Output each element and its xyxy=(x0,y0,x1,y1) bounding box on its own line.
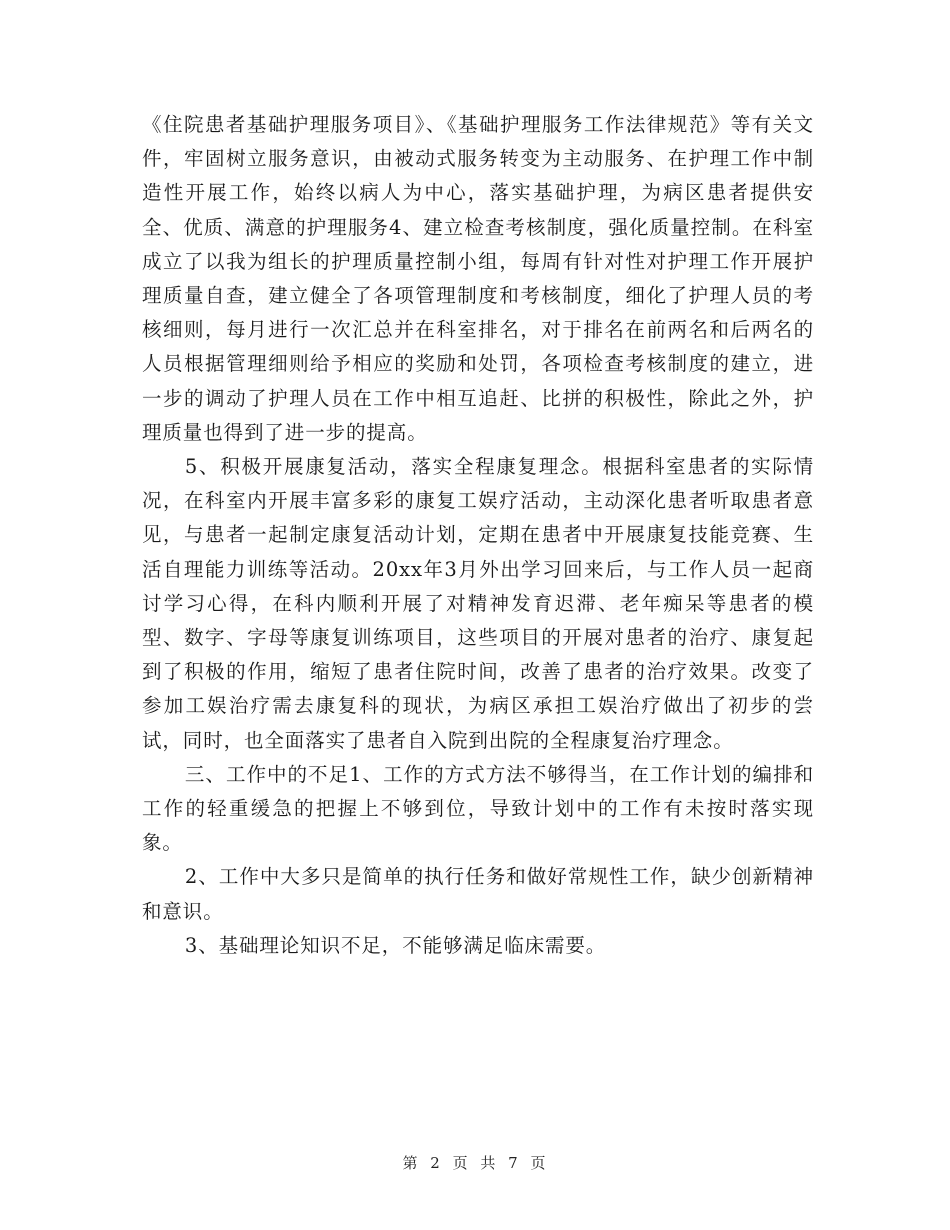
paragraph-5: 3、基础理论知识不足，不能够满足临床需要。 xyxy=(184,933,607,957)
paragraph-4: 2、工作中大多只是简单的执行任务和做好常规性工作，缺少创新精神和意识。 xyxy=(142,865,814,923)
paragraph-3: 三、工作中的不足1、工作的方式方法不够得当，在工作计划的编排和工作的轻重缓急的把握上不够到位，导致计划中的工作有未按时落实现象。 xyxy=(142,762,814,855)
paragraph-2: 5、积极开展康复活动，落实全程康复理念。根据科室患者的实际情况，在科室内开展丰富多彩的康复工娱疗活动，主动深化患者听取患者意见，与患者一起制定康复活动计划，定期在患者中开展康复技能竞赛、生活自理能力训练等活动。20xx年3月外出学习回来后，与工作人员一起商讨学习心得，在科内顺利开展了对精神发育迟滞、老年痴呆等患者的模型、数字、字母等康复训练项目，这些项目的开展对患者的治疗、康复起到了积极的作用，缩短了患者住院时间，改善了患者的治疗效果。改变了参加工娱治疗需去康复科的现状，为病区承担工娱治疗做出了初步的尝试，同时，也全面落实了患者自入院到出院的全程康复治疗理念。 xyxy=(142,455,814,752)
document-body xyxy=(142,108,814,963)
page-number-footer: 第 2 页 共 7 页 xyxy=(402,1154,548,1172)
paragraph-1: 《住院患者基础护理服务项目》、《基础护理服务工作法律规范》等有关文件，牢固树立服务意识，由被动式服务转变为主动服务、在护理工作中制造性开展工作，始终以病人为中心，落实基础护理，为病区患者提供安全、优质、满意的护理服务4、建立检查考核制度，强化质量控制。在科室成立了以我为组长的护理质量控制小组，每周有针对性对护理工作开展护理质量自查，建立健全了各项管理制度和考核制度，细化了护理人员的考核细则，每月进行一次汇总并在科室排名，对于排名在前两名和后两名的人员根据管理细则给予相应的奖励和处罚，各项检查考核制度的建立，进一步的调动了护理人员在工作中相互追赶、比拼的积极性，除此之外，护理质量也得到了进一步的提高。 xyxy=(142,113,814,444)
